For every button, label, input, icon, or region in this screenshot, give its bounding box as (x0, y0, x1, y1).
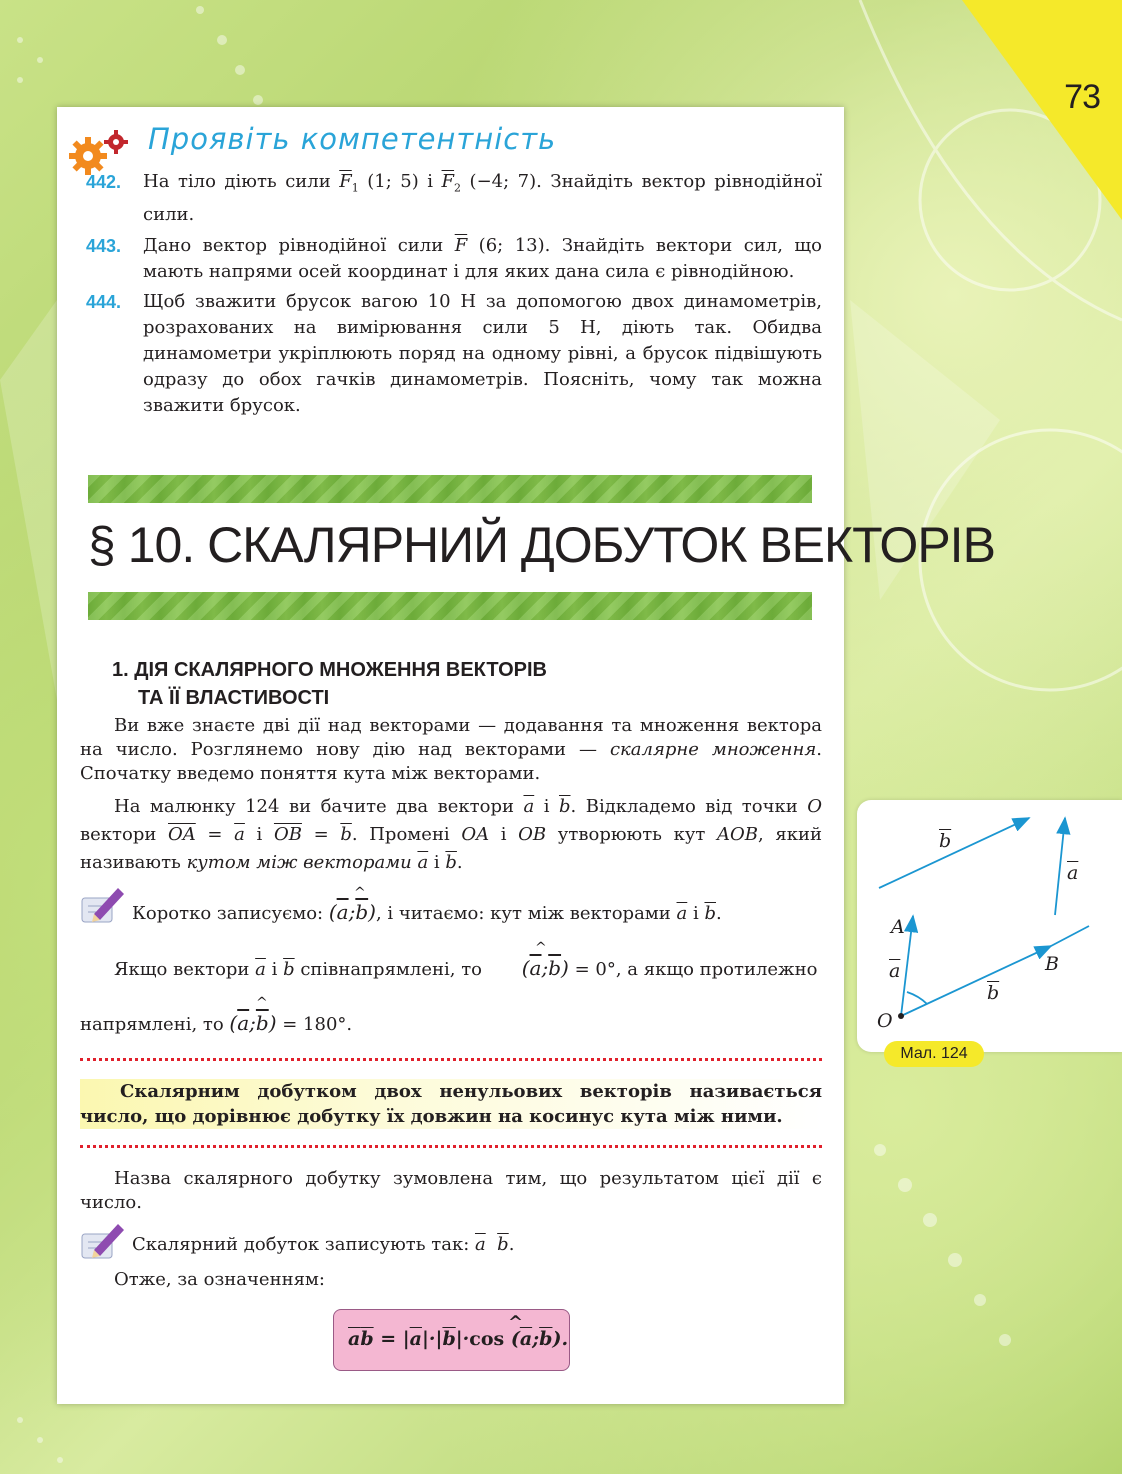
paragraph-2: На малюнку 124 ви бачите два вектори $\overline{a}$ і $\overline{b}$. Відкладемо від точки O вектори $\overline{OA} = \overline{a}$ і $\overline{OB} = \overline{b}$. Промені OA і OB утворюють кут AOB, який називають кутом між векторами $\overline{a}$ і $\overline{b}$. (80, 796, 823, 873)
page-number: 73 (1064, 78, 1100, 116)
section-band-bottom (88, 592, 812, 620)
task-number: 444. (86, 292, 122, 312)
scalar-product-formula: $\overline{a}\overline{b} = |\overline{a}|\cdot|\overline{b}|\cdot\cos$ $(\overline{a};\overline{b})$. (348, 1328, 569, 1350)
subsection-heading: 1. ДІЯ СКАЛЯРНОГО МНОЖЕННЯ ВЕКТОРІВ ТА ЇЇ ВЛАСТИВОСТІ (112, 659, 547, 709)
note-2: Скалярний добуток записують так: $\overline{a}$ $\overline{b}$. (132, 1234, 515, 1255)
formula-box: $\overline{a}\overline{b} = |\overline{a}|\cdot|\overline{b}|\cdot\cos$ $(\overline{a};\overline{b})$. ^ (333, 1309, 570, 1371)
task-443: 443. Дано вектор рівнодійної сили $\overline{F}$ (6; 13). Знайдіть вектори сил, що мають напрями осей координат і для яких дана сила є рівнодійною. (86, 235, 822, 282)
figure-124: $\overline{b}$ $\overline{a}$ A $\overline{a}$ B $\overline{b}$ O (857, 800, 1122, 1052)
angle-ab: $(\overline{a};\overline{b})$ (328, 900, 376, 924)
dotted-divider-bottom (80, 1145, 822, 1148)
task-442: 442. На тіло діють сили $\overline{F}_1$ (1; 5) і $\overline{F}_2$ (−4; 7). Знайдіть вектор рівнодійної сили. (86, 171, 822, 225)
pen-note-icon (80, 1220, 126, 1262)
paragraph-5: Назва скалярного добутку зумовлена тим, що результатом цієї дії є число. (80, 1168, 822, 1213)
paragraph-1: Ви вже знаєте дві дії над векторами — додавання та множення вектора на число. Розглянемо нову дію над векторами — скалярне множення. Спочатку введемо поняття кута між векторами. (80, 715, 822, 784)
paragraph-4: напрямлені, то $(\overline{a};\overline{b}) = 180^\circ$. (80, 1011, 353, 1035)
paragraph-6: Отже, за означенням: (114, 1269, 325, 1290)
paragraph-3: Якщо вектори $\overline{a}$ і $\overline{b}$ співнапрямлені, то $(\overline{a};\overline{b}) = 0^\circ$, а якщо протилежно (114, 956, 818, 980)
section-band-top (88, 475, 812, 503)
task-number: 443. (86, 236, 122, 256)
figure-caption: Мал. 124 (884, 1041, 984, 1067)
task-444: 444. Щоб зважити брусок вагою 10 Н за допомогою двох динамометрів, розрахованих на вимірювання сили 5 Н, діють так. Обидва динамометри укріплюють поряд на одному рівні, а брусок підвішують одразу до обох гачків динамометрів. Поясніть, чому так можна зважити брусок. (86, 291, 822, 416)
definition-text: Скалярним добутком двох ненульових векторів називається число, що дорівнює добутку їх довжин на косинус кута між ними. (80, 1081, 822, 1127)
task-number: 442. (86, 172, 122, 192)
section-title: § 10. СКАЛЯРНИЙ ДОБУТОК ВЕКТОРІВ (88, 517, 995, 573)
definition-box (80, 1075, 822, 1131)
dotted-divider-top (80, 1058, 822, 1061)
note-1: Коротко записуємо: $(\overline{a};\overline{b})$, і читаємо: кут між векторами $\overline{a}$ і $\overline{b}$. (132, 900, 722, 924)
competence-title: Проявіть компетентність (148, 122, 557, 156)
pen-note-icon (80, 884, 126, 926)
